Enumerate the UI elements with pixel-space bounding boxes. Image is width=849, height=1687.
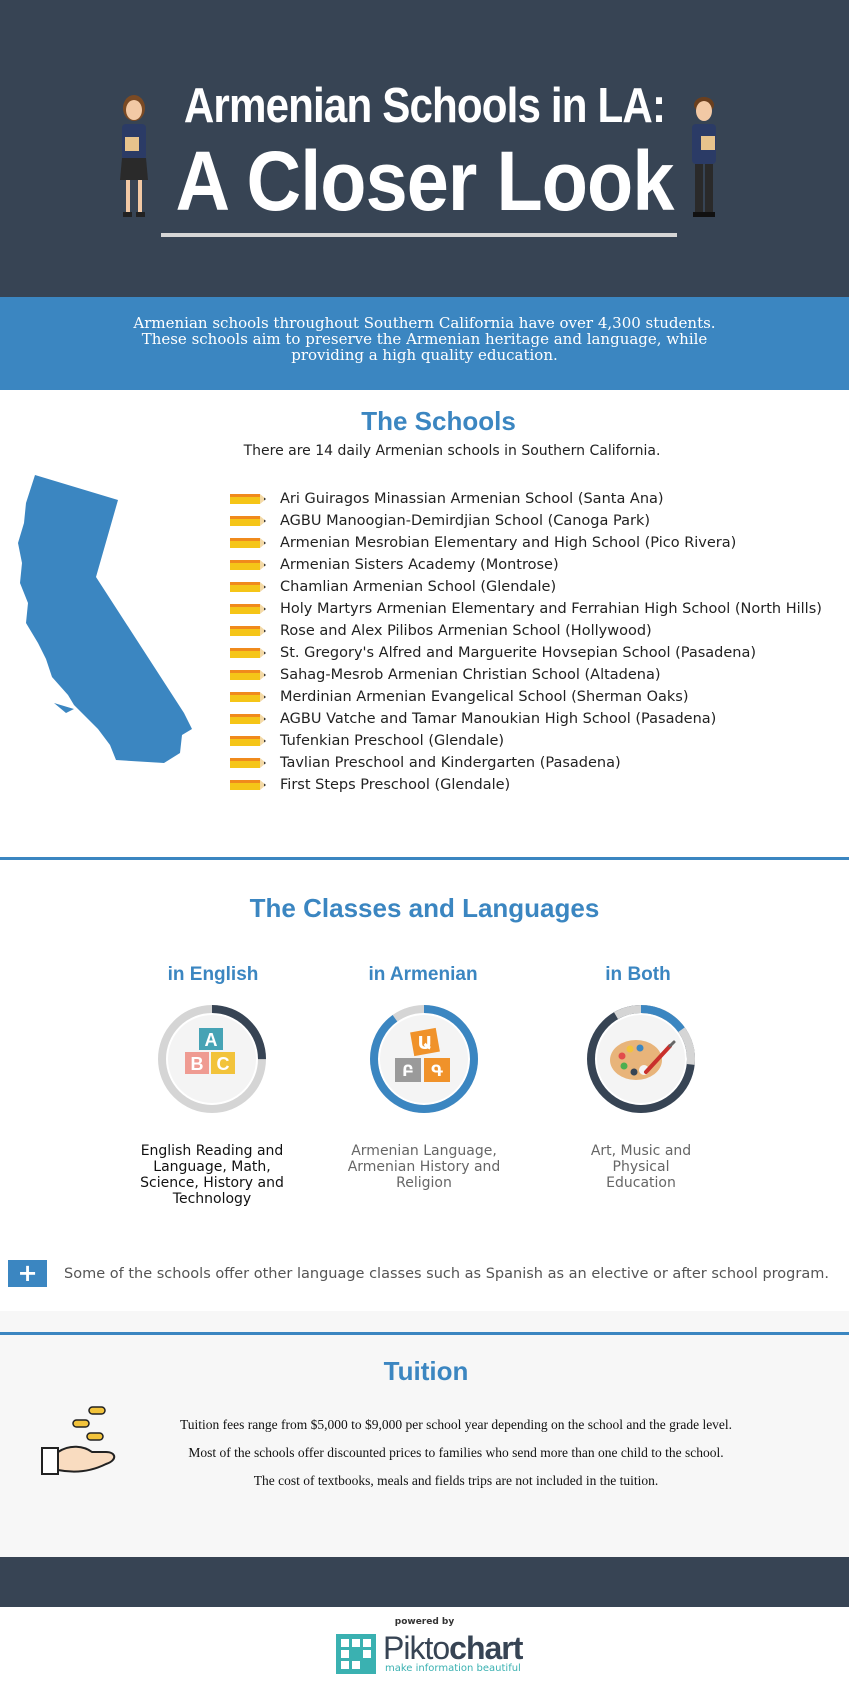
- school-name: Armenian Mesrobian Elementary and High School (Pico Rivera): [280, 535, 737, 551]
- pencil-icon: [230, 713, 266, 725]
- school-name: St. Gregory's Alfred and Marguerite Hovsepian School (Pasadena): [280, 645, 757, 661]
- tuition-fees-text: Tuition fees range from $5,000 to $9,000 per school year depending on the school and the grade level.: [179, 1417, 733, 1432]
- school-name: Armenian Sisters Academy (Montrose): [280, 557, 559, 573]
- powered-by-text: powered by: [394, 1617, 455, 1627]
- page-title-line-1: Armenian Schools in LA:: [183, 79, 666, 133]
- pencil-icon: [230, 603, 266, 615]
- english-subjects: English Reading and Language, Math, Science, History and Technology: [140, 1143, 284, 1207]
- list-item: [230, 576, 822, 598]
- list-item: [230, 708, 822, 730]
- list-item: [230, 664, 822, 686]
- school-name: Sahag-Mesrob Armenian Christian School (Altadena): [280, 667, 661, 683]
- list-item: [230, 774, 822, 796]
- tuition-title: Tuition: [383, 1356, 469, 1386]
- pencil-icon: [230, 669, 266, 681]
- school-name: AGBU Manoogian-Demirdjian School (Canoga Park): [280, 513, 650, 529]
- list-item: [230, 532, 822, 554]
- list-item: [230, 686, 822, 708]
- school-name: Ari Guiragos Minassian Armenian School (Santa Ana): [280, 491, 664, 507]
- svg-text:B: B: [190, 1054, 204, 1074]
- svg-text:Գ: Գ: [431, 1061, 443, 1080]
- school-name: Tufenkian Preschool (Glendale): [280, 733, 505, 749]
- brand-bold: chart: [449, 1630, 523, 1666]
- schools-subtitle: There are 14 daily Armenian schools in Southern California.: [243, 443, 661, 459]
- header: [0, 0, 849, 297]
- pencil-icon: [230, 537, 266, 549]
- plus-icon: +: [8, 1260, 47, 1287]
- list-item: [230, 488, 822, 510]
- list-item: [230, 598, 822, 620]
- brand-light: Pikto: [383, 1630, 450, 1666]
- list-item: [230, 752, 822, 774]
- armenian-heading: in Armenian: [368, 964, 478, 985]
- school-name: AGBU Vatche and Tamar Manoukian High School (Pasadena): [280, 711, 717, 727]
- armenian-subjects: Armenian Language, Armenian History and Religion: [347, 1143, 501, 1191]
- pencil-icon: [230, 625, 266, 637]
- pencil-icon: [230, 779, 266, 791]
- section-divider: [0, 857, 849, 860]
- svg-text:C: C: [216, 1054, 230, 1074]
- pencil-icon: [230, 735, 266, 747]
- both-ring: [584, 1002, 698, 1116]
- list-item: [230, 510, 822, 532]
- tuition-divider: [0, 1332, 849, 1335]
- school-name: Rose and Alex Pilibos Armenian School (Hollywood): [280, 623, 652, 639]
- list-item: [230, 730, 822, 752]
- pencil-icon: [230, 581, 266, 593]
- pencil-icon: [230, 757, 266, 769]
- list-item: [230, 620, 822, 642]
- california-map-icon: [14, 473, 200, 783]
- intro-text: Armenian schools throughout Southern California have over 4,300 students. These schools aim to preserve the Armenian heritage and language, while providing a high quality education.: [133, 314, 716, 364]
- language-note: Some of the schools offer other language classes such as Spanish as an elective or after school program.: [64, 1266, 829, 1282]
- list-item: [230, 554, 822, 576]
- school-name: Tavlian Preschool and Kindergarten (Pasadena): [280, 755, 621, 771]
- school-name: Merdinian Armenian Evangelical School (Sherman Oaks): [280, 689, 689, 705]
- tuition-section: [0, 1311, 849, 1557]
- school-list: [230, 488, 822, 796]
- page-title-line-2: A Closer Look: [175, 134, 674, 228]
- tuition-exclusions-text: The cost of textbooks, meals and fields trips are not included in the tuition.: [253, 1473, 659, 1488]
- svg-text:Բ: Բ: [402, 1061, 414, 1080]
- pencil-icon: [230, 559, 266, 571]
- pencil-icon: [230, 691, 266, 703]
- footer-band: [0, 1557, 849, 1607]
- tuition-discount-text: Most of the schools offer discounted prices to families who send more than one child to the school.: [188, 1445, 724, 1460]
- school-name: Chamlian Armenian School (Glendale): [280, 579, 557, 595]
- piktochart-logo-icon[interactable]: [336, 1634, 376, 1674]
- schools-title: The Schools: [361, 406, 516, 436]
- pencil-icon: [230, 493, 266, 505]
- english-ring: [155, 1002, 269, 1116]
- both-heading: in Both: [605, 964, 671, 985]
- both-subjects: Art, Music and Physical Education: [590, 1143, 692, 1191]
- title-underline: [161, 233, 677, 237]
- classes-title: The Classes and Languages: [249, 893, 600, 923]
- school-name: First Steps Preschool (Glendale): [280, 777, 511, 793]
- pencil-icon: [230, 515, 266, 527]
- piktochart-brand[interactable]: [383, 1630, 522, 1667]
- intro-band: [0, 297, 849, 390]
- svg-text:Ա: Ա: [417, 1033, 433, 1054]
- english-heading: in English: [167, 964, 259, 985]
- pencil-icon: [230, 647, 266, 659]
- hand-coins-icon: [40, 1404, 120, 1480]
- armenian-ring: [367, 1002, 481, 1116]
- school-name: Holy Martyrs Armenian Elementary and Ferrahian High School (North Hills): [280, 601, 822, 617]
- list-item: [230, 642, 822, 664]
- svg-text:A: A: [204, 1030, 218, 1050]
- piktochart-tagline: make information beautiful: [385, 1663, 521, 1674]
